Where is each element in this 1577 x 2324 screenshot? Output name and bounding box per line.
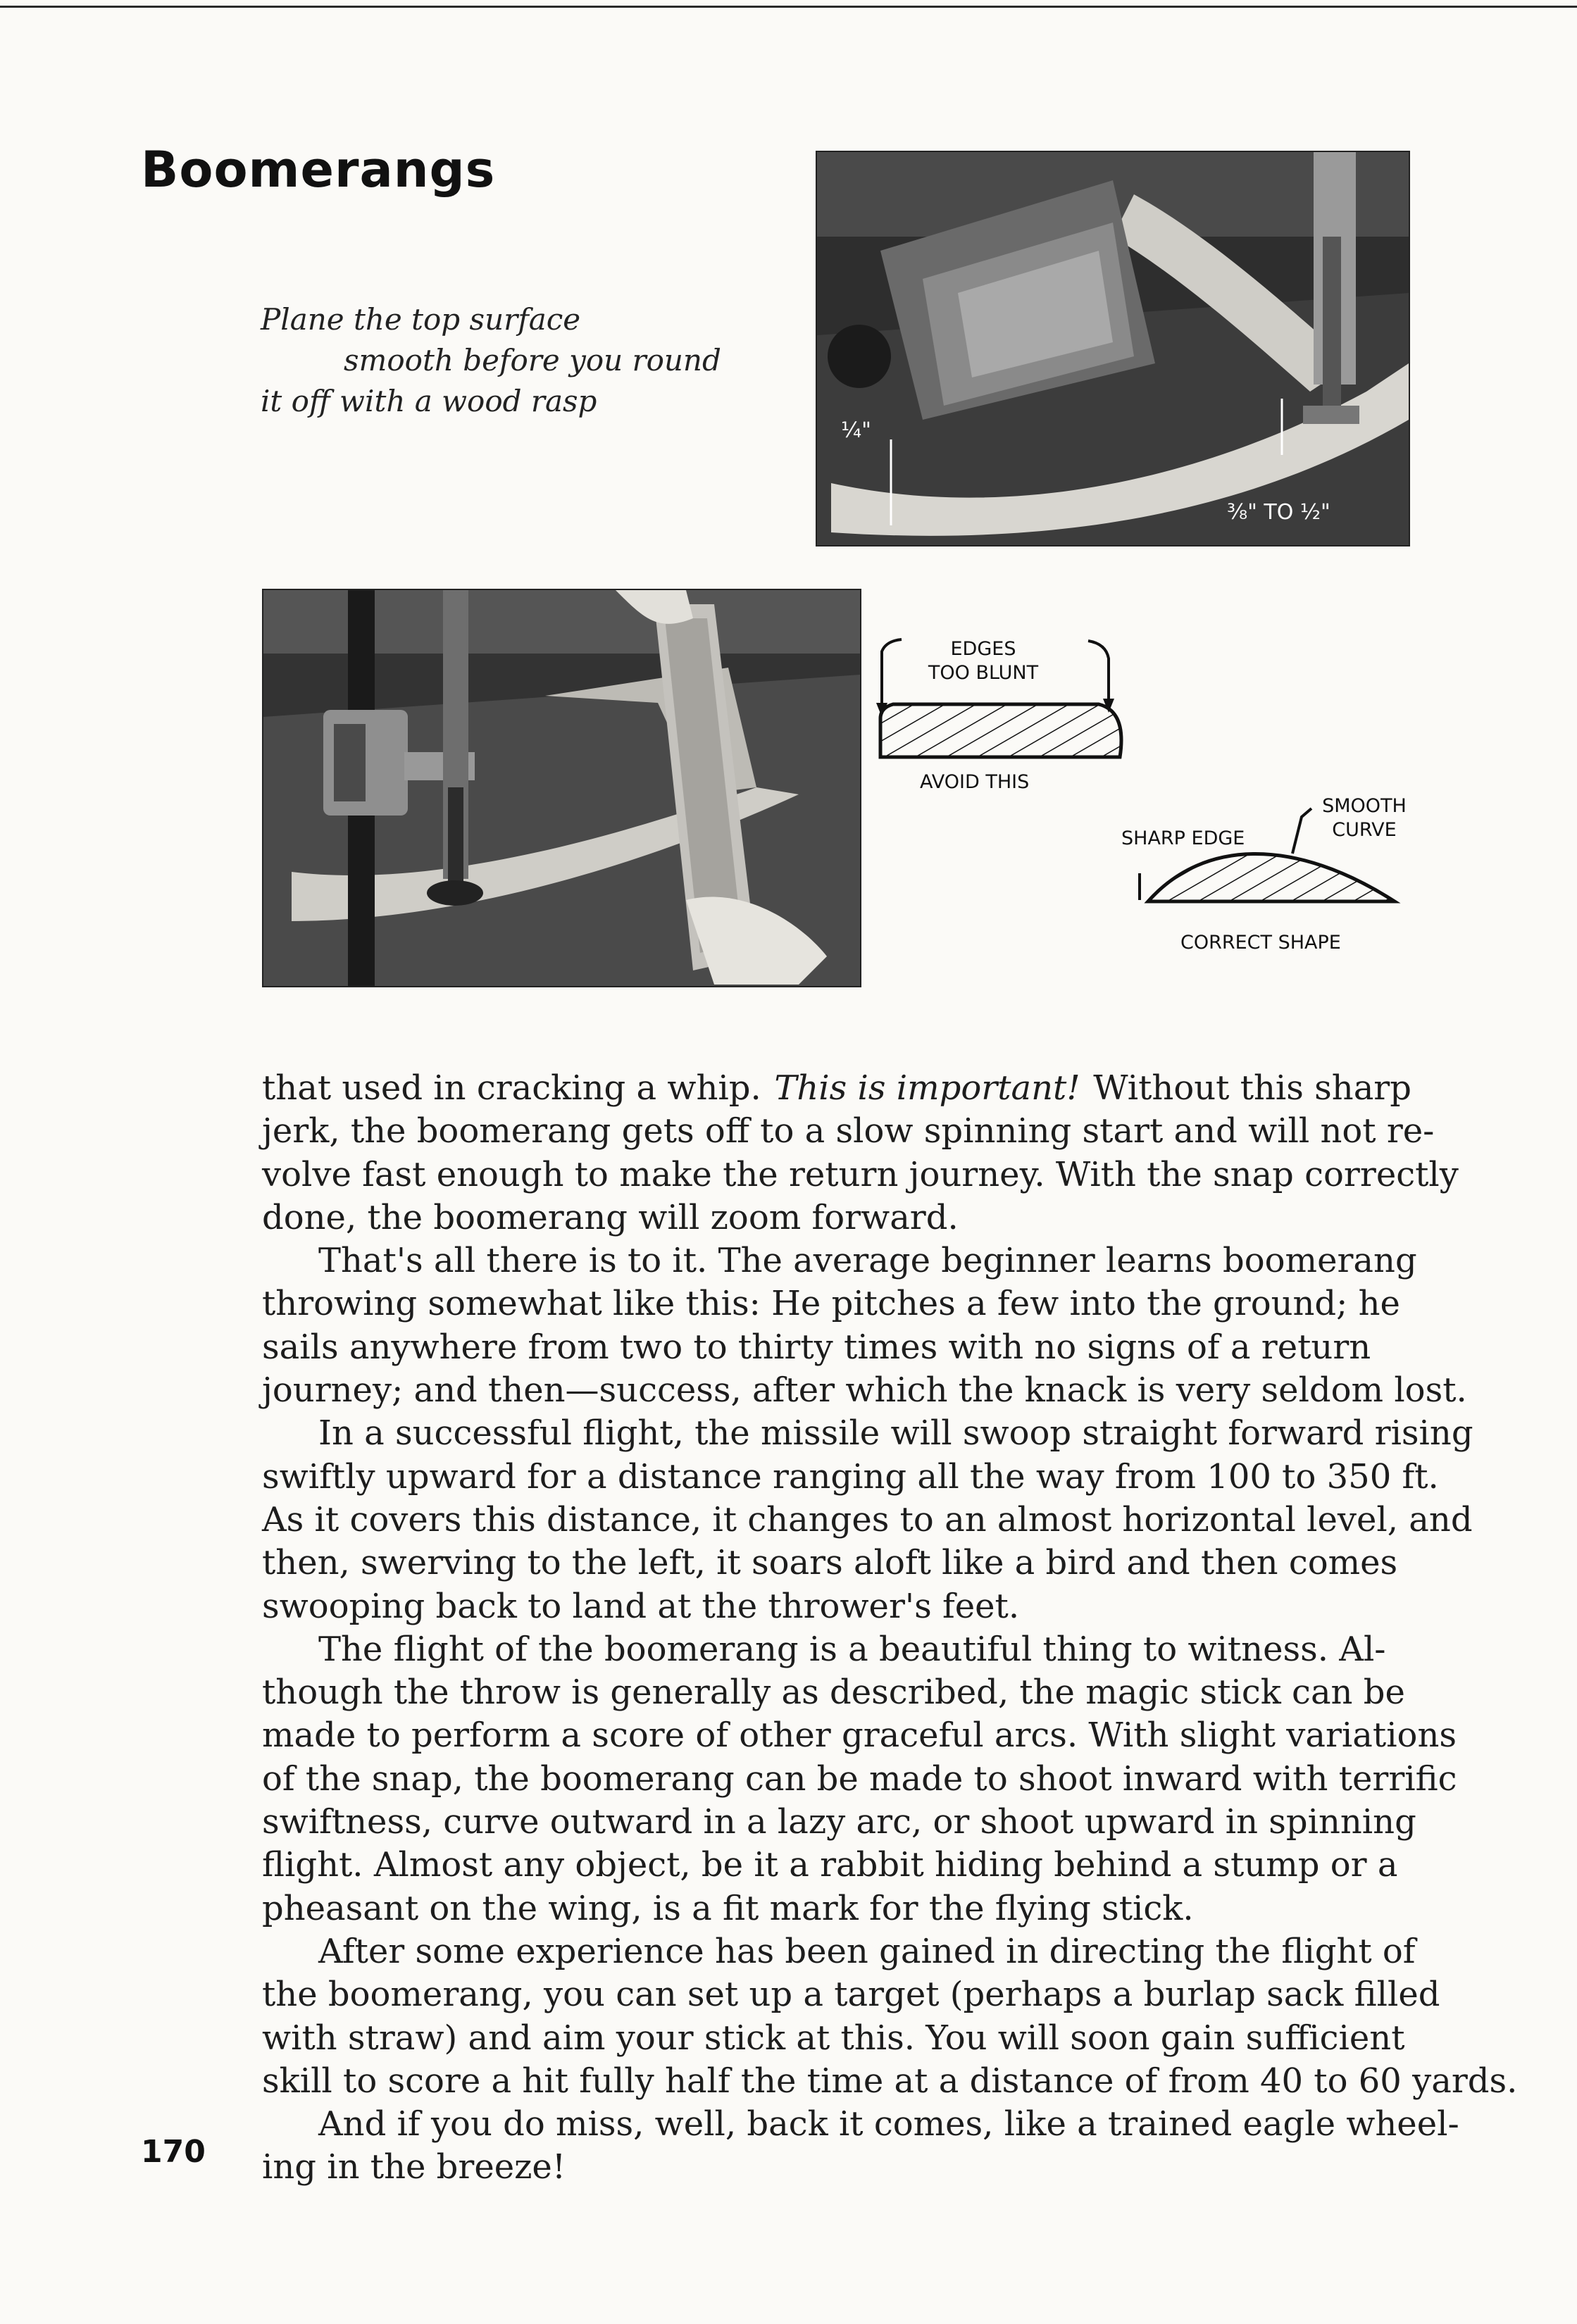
text-segment: that used in cracking a whip.	[262, 1068, 772, 1108]
page-heading: Boomerangs	[141, 141, 496, 199]
text-segment: swiftness, curve outward in a lazy arc, or shoot upward in spinning	[262, 1802, 1416, 1842]
text-segment: done, the boomerang will zoom forward.	[262, 1197, 959, 1237]
text-segment: journey; and then—success, after which the knack is very seldom lost.	[262, 1370, 1467, 1411]
blunt-right-arrow	[1088, 641, 1109, 703]
text-segment: flight. Almost any object, be it a rabbit hiding behind a stump or a	[262, 1845, 1398, 1885]
text-line	[262, 1499, 1473, 1542]
text-line	[262, 1844, 1411, 1887]
caption-line-3: it off with a wood rasp	[261, 384, 597, 418]
caption-line-2: smooth before you round	[344, 343, 721, 377]
emphasis-text: This is important!	[774, 1068, 1080, 1108]
text-segment: skill to score a hit fully half the time at a distance of from 40 to 60 yards.	[262, 2061, 1518, 2101]
text-segment: Without this sharp	[1083, 1068, 1411, 1108]
text-segment: sails anywhere from two to thirty times with no signs of a return	[262, 1327, 1371, 1367]
text-segment: As it covers this distance, it changes to an almost horizontal level, and	[262, 1499, 1473, 1539]
text-line	[262, 1714, 1457, 1757]
blunt-label-line-1: EDGES	[950, 638, 1016, 660]
text-line	[262, 1542, 1411, 1585]
text-segment: throwing somewhat like this: He pitches a few into the ground; he	[262, 1284, 1400, 1324]
blunt-profile	[880, 704, 1121, 757]
text-line	[262, 1110, 1435, 1153]
text-segment: In a successful flight, the missile will swoop straight forward rising	[318, 1413, 1473, 1454]
text-line	[262, 1973, 1440, 2016]
blunt-label	[920, 637, 1047, 685]
text-line	[262, 1326, 1411, 1369]
text-line	[262, 1758, 1457, 1801]
text-segment: made to perform a score of other graceful arcs. With slight variations	[262, 1716, 1457, 1756]
text-line	[262, 1456, 1439, 1499]
text-line	[262, 1197, 1411, 1239]
text-line	[262, 1628, 1411, 1671]
sharp-edge-label: SHARP EDGE	[1121, 827, 1245, 849]
correct-shape-caption: CORRECT SHAPE	[1180, 932, 1341, 954]
blunt-label-line-2: TOO BLUNT	[928, 662, 1039, 684]
text-segment: jerk, the boomerang gets off to a slow spinning start and will not re-	[262, 1111, 1435, 1151]
smooth-curve-line-2: CURVE	[1332, 819, 1397, 841]
text-line	[262, 2103, 1459, 2146]
correct-profile	[1148, 854, 1395, 902]
text-segment: And if you do miss, well, back it comes, like a trained eagle wheel-	[318, 2104, 1459, 2144]
text-line	[262, 2017, 1411, 2060]
text-segment: then, swerving to the left, it soars aloft like a bird and then comes	[262, 1543, 1398, 1583]
page-number: 170	[141, 2134, 206, 2170]
text-segment: the boomerang, you can set up a target (perhaps a burlap sack filled	[262, 1975, 1440, 2015]
rasp-photo	[262, 589, 861, 987]
thickness-label: ⅜" TO ½"	[1227, 500, 1330, 525]
text-line	[262, 1067, 1411, 1110]
text-line	[262, 1412, 1473, 1455]
text-segment: After some experience has been gained in directing the flight of	[318, 1931, 1416, 1971]
text-line	[262, 1801, 1416, 1844]
text-line	[262, 1585, 1411, 1628]
text-line	[262, 1887, 1411, 1930]
text-line	[262, 1671, 1411, 1714]
top-rule	[0, 6, 1577, 8]
text-segment: volve fast enough to make the return journey. With the snap correctly	[262, 1154, 1459, 1194]
text-line	[262, 1282, 1411, 1325]
text-segment: swiftly upward for a distance ranging all the way from 100 to 350 ft.	[262, 1456, 1439, 1497]
smooth-curve-line-1: SMOOTH	[1322, 795, 1407, 817]
blunt-left-arrow	[882, 639, 902, 708]
text-segment: with straw) and aim your stick at this. You will soon gain sufficient	[262, 2018, 1405, 2058]
body-text	[262, 1067, 1518, 2189]
rasp-photo-art	[263, 590, 860, 986]
text-line	[262, 1154, 1459, 1197]
text-line	[262, 1239, 1417, 1282]
planing-photo-art	[817, 152, 1409, 545]
text-segment: ing in the breeze!	[262, 2147, 566, 2187]
text-line	[262, 1369, 1467, 1412]
text-segment: swooping back to land at the thrower's feet.	[262, 1586, 1020, 1626]
text-segment: of the snap, the boomerang can be made to shoot inward with terrific	[262, 1758, 1457, 1799]
text-segment: The flight of the boomerang is a beautiful thing to witness. Al-	[318, 1629, 1386, 1669]
smooth-curve-pointer	[1292, 808, 1311, 854]
planing-photo	[816, 151, 1410, 546]
caption-line-1: Plane the top surface	[261, 302, 581, 337]
photo-caption	[261, 299, 721, 422]
text-segment: That's all there is to it. The average beginner learns boomerang	[318, 1241, 1417, 1281]
text-segment: though the throw is generally as described, the magic stick can be	[262, 1673, 1405, 1713]
quarter-inch-label: ¼"	[841, 418, 871, 443]
avoid-this-caption: AVOID THIS	[920, 771, 1030, 793]
text-segment: pheasant on the wing, is a fit mark for the flying stick.	[262, 1888, 1194, 1928]
text-line	[262, 1930, 1416, 1973]
text-line	[262, 2146, 1411, 2189]
smooth-curve-label	[1311, 794, 1417, 842]
text-line	[262, 2060, 1518, 2103]
